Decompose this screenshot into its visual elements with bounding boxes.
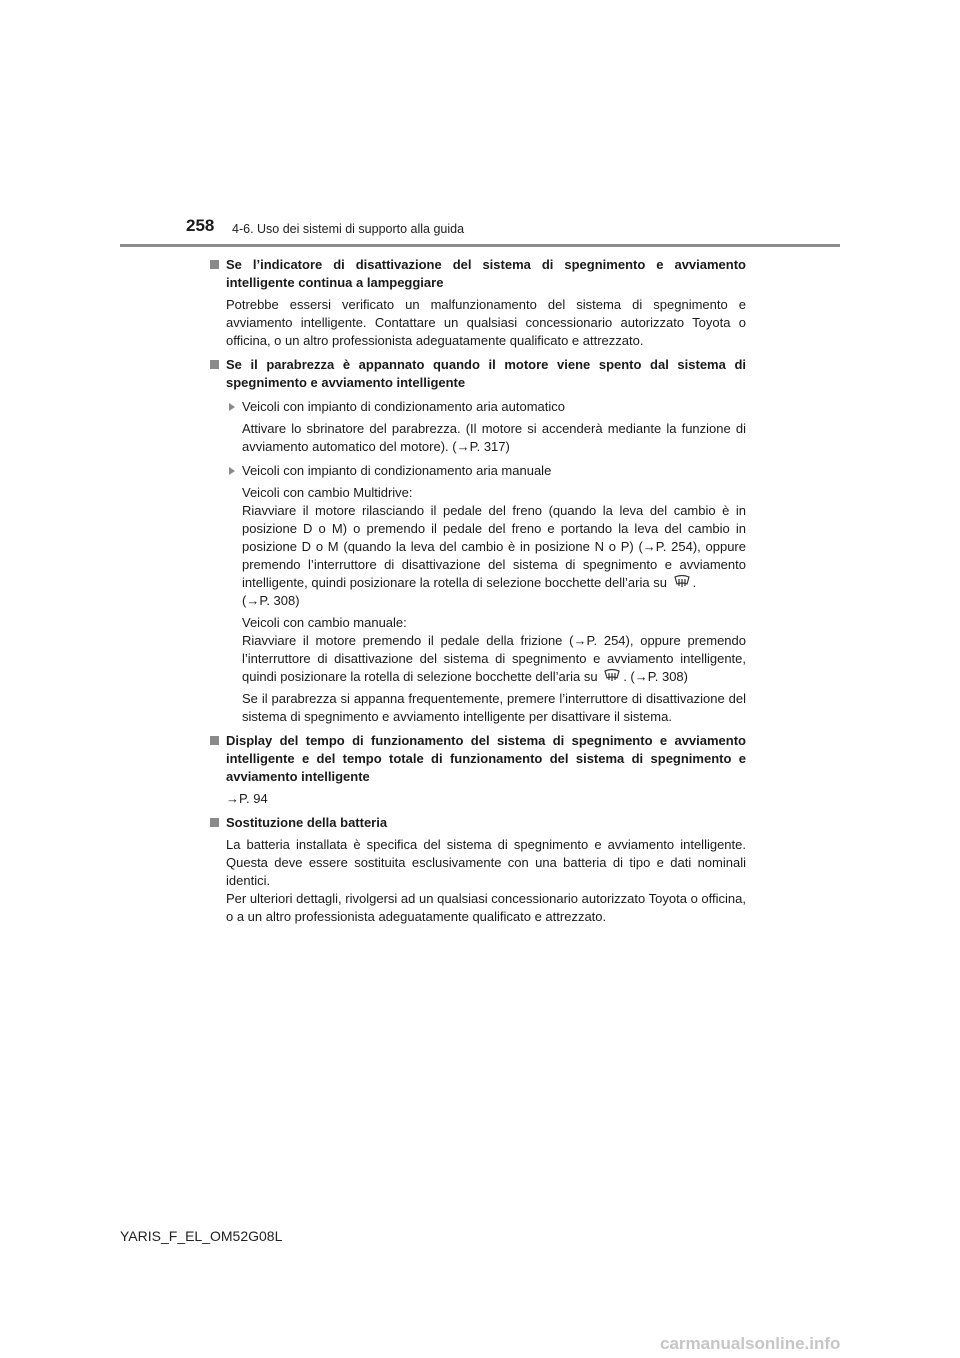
windshield-vent-icon (673, 574, 691, 590)
item-title: Display del tempo di funzionamento del sistema di spegnimento e avviamento intelligente e del tempo totale di funzionamento del sistema di spegnimento e avviamento intelligente (226, 733, 746, 784)
item-text: →P. 94 (226, 791, 268, 806)
manual-block (226, 614, 746, 686)
sub-heading-text: Veicoli con impianto di condizionamento aria manuale (242, 463, 552, 478)
square-bullet-icon (210, 818, 219, 827)
header-rule (120, 244, 840, 247)
triangle-arrow-icon (229, 467, 235, 475)
multidrive-label: Veicoli con cambio Multidrive: (242, 485, 413, 500)
list-item (210, 732, 746, 808)
multidrive-after-icon: . (692, 575, 697, 590)
manual-label: Veicoli con cambio manuale: (242, 615, 407, 630)
main-content (210, 256, 746, 932)
square-bullet-icon (210, 736, 219, 745)
list-item (210, 356, 746, 726)
multidrive-ref: (→P. 308) (242, 593, 300, 608)
document-code: YARIS_F_EL_OM52G08L (120, 1228, 283, 1244)
item-text-line: Per ulteriori dettagli, rivolgersi ad un qualsiasi concessionario autorizzato Toyota o officina, o a un altro professionista adeguatamente qualificato e attrezzato. (226, 891, 746, 924)
list-item (210, 814, 746, 926)
manual-after-icon: . (→P. 308) (623, 669, 688, 684)
square-bullet-icon (210, 260, 219, 269)
sub-heading-auto (226, 398, 746, 416)
list-item (210, 256, 746, 350)
watermark[interactable]: carmanualsonline.info (660, 1334, 841, 1353)
square-bullet-icon (210, 360, 219, 369)
item-text (226, 836, 746, 926)
page-number: 258 (186, 216, 215, 235)
item-text: Potrebbe essersi verificato un malfunzionamento del sistema di spegnimento e avviamento intelligente. Contattare un qualsiasi concessionario autorizzato Toyota o officina, o un altro professionista adeguatamente qualificato e attrezzato. (226, 297, 746, 348)
manual-text: Riavviare il motore premendo il pedale della frizione (→P. 254), oppure premendo l’interruttore di disattivazione del sistema di spegnimento e avviamento intelligente, quindi posizionare la rotella di selezione bocchette dell’aria su (242, 633, 746, 684)
item-title: Se il parabrezza è appannato quando il motore viene spento dal sistema di spegnimento e avviamento intelligente (226, 357, 746, 390)
section-header: 4-6. Uso dei sistemi di supporto alla guida (232, 222, 465, 236)
windshield-vent-icon (603, 668, 621, 684)
sub-text-auto: Attivare lo sbrinatore del parabrezza. (Il motore si accenderà mediante la funzione di avviamento automatico del motore). (→P. 317) (242, 421, 746, 454)
item-title: Sostituzione della batteria (226, 815, 388, 830)
manual-note: Se il parabrezza si appanna frequentemente, premere l’interruttore di disattivazione del sistema di spegnimento e avviamento intelligente per disattivare il sistema. (242, 691, 746, 724)
sub-heading-manual (226, 462, 746, 480)
item-title: Se l’indicatore di disattivazione del sistema di spegnimento e avviamento intelligente continua a lampeggiare (226, 257, 746, 290)
item-text-line: La batteria installata è specifica del sistema di spegnimento e avviamento intelligente. Questa deve essere sostituita esclusivamente con una batteria di tipo e dati nominali identici. (226, 837, 746, 888)
multidrive-block (226, 484, 746, 610)
sub-heading-text: Veicoli con impianto di condizionamento aria automatico (242, 399, 566, 414)
triangle-arrow-icon (229, 403, 235, 411)
multidrive-text: Riavviare il motore rilasciando il pedale del freno (quando la leva del cambio è in posizione D o M) o premendo il pedale del freno e portando la leva del cambio in posizione D o M (quando la leva del cambio è in posizione N o P) (→P. 254), oppure premendo l’interruttore di disattivazione del sistema di spegnimento e avviamento intelligente, quindi posizionare la rotella di selezione bocchette dell’aria su (242, 503, 746, 590)
